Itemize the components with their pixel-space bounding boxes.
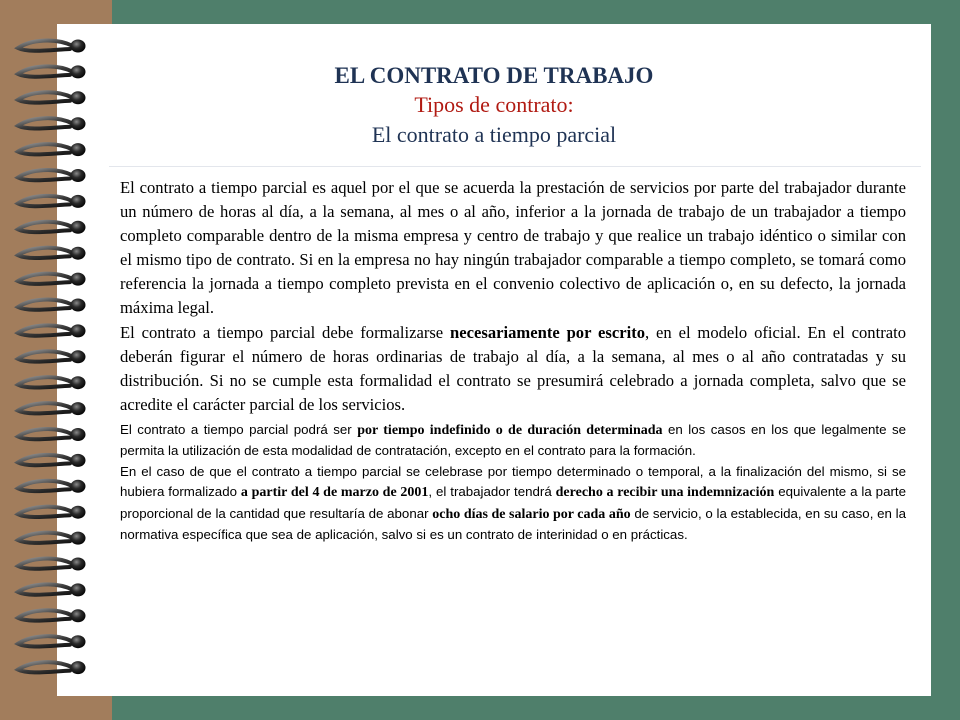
binding-ring xyxy=(18,40,86,53)
binding-ring xyxy=(18,324,86,337)
binding-ring xyxy=(18,609,86,622)
binding-ring xyxy=(18,480,86,493)
binding-ring xyxy=(18,583,86,596)
binding-ring xyxy=(18,117,86,130)
paragraph-text: El contrato a tiempo parcial podrá ser xyxy=(120,421,358,437)
binding-ring xyxy=(18,169,86,182)
binding-ring xyxy=(18,454,86,467)
paragraph-definition: El contrato a tiempo parcial es aquel por el que se acuerda la prestación de servicios por parte del trabajador durante un número de horas al día, a la semana, al mes o al año, inferior a la jornada de trabajo de un trabajador a tiempo completo comparable dentro de la misma empresa y centro de trabajo y que realice un trabajo idéntico o similar con el mismo tipo de contrato. Si en la empresa no hay ningún trabajador comparable a tiempo completo, se tomará como referencia la jornada a tiempo completo prevista en el convenio colectivo de aplicación o, en su defecto, la jornada máxima legal. xyxy=(120,178,906,318)
binding-ring xyxy=(18,273,86,286)
binding-ring xyxy=(18,350,86,363)
binding-ring xyxy=(18,428,86,441)
paragraph-duration xyxy=(120,420,906,462)
page-subtitle-secondary: El contrato a tiempo parcial xyxy=(371,122,617,147)
binding-ring xyxy=(18,661,86,674)
paragraph-text: El contrato a tiempo parcial debe formalizarse xyxy=(120,322,451,342)
emphasis-text: ocho días de salario por cada año xyxy=(432,506,631,522)
binding-ring xyxy=(18,65,86,78)
emphasis-text: derecho a recibir una indemnización xyxy=(555,485,775,501)
paragraph-text: , en el modelo oficial. En el contrato deberán figurar el número de horas ordinarias de trabajo al día, a la semana, al mes o al año contratadas y su distribución. Si no se cumple esta formalidad el contrato se presumirá celebrado a jornada completa, salvo que se acredite el carácter parcial de los servicios. xyxy=(120,322,906,414)
binding-ring xyxy=(18,221,86,234)
paragraph-text: equivalente a la parte proporcional de la cantidad que resultaría de abonar xyxy=(120,484,906,521)
emphasis-text: necesariamente por escrito xyxy=(450,322,646,342)
emphasis-text: a partir del 4 de marzo de 2001 xyxy=(240,485,429,501)
binding-ring xyxy=(18,299,86,312)
binding-ring xyxy=(18,532,86,545)
paragraph-indemnity xyxy=(120,462,906,546)
title-divider xyxy=(109,166,921,167)
paragraph-text: en los casos en los que legalmente se permita la utilización de esta modalidad de contratación, excepto en el contrato para la formación. xyxy=(120,421,907,459)
paragraph-text: , el trabajador tendrá xyxy=(428,484,556,500)
binding-ring xyxy=(18,247,86,260)
paragraph-text: de servicio, o la establecida, en su caso, en la normativa específica que sea de aplicación, salvo si es un contrato de interinidad o en prácticas. xyxy=(120,505,906,543)
binding-ring xyxy=(18,91,86,104)
binding-ring xyxy=(18,195,86,208)
binding-ring xyxy=(18,143,86,156)
notebook-page xyxy=(57,24,931,696)
paragraph-formalization xyxy=(120,321,906,417)
binding-ring xyxy=(18,506,86,519)
spiral-binding xyxy=(0,0,100,720)
binding-ring xyxy=(18,635,86,648)
emphasis-text: por tiempo indefinido o de duración determinada xyxy=(357,422,663,438)
page-title: EL CONTRATO DE TRABAJO xyxy=(334,63,654,88)
body-text xyxy=(120,176,906,546)
binding-ring xyxy=(18,402,86,415)
paragraph-text: En el caso de que el contrato a tiempo parcial se celebrase por tiempo determinado o temporal, a la finalización del mismo, si se hubiera formalizado xyxy=(120,463,906,500)
title-block xyxy=(57,62,931,150)
page-subtitle: Tipos de contrato: xyxy=(414,92,574,117)
binding-ring xyxy=(18,558,86,571)
binding-ring xyxy=(18,376,86,389)
